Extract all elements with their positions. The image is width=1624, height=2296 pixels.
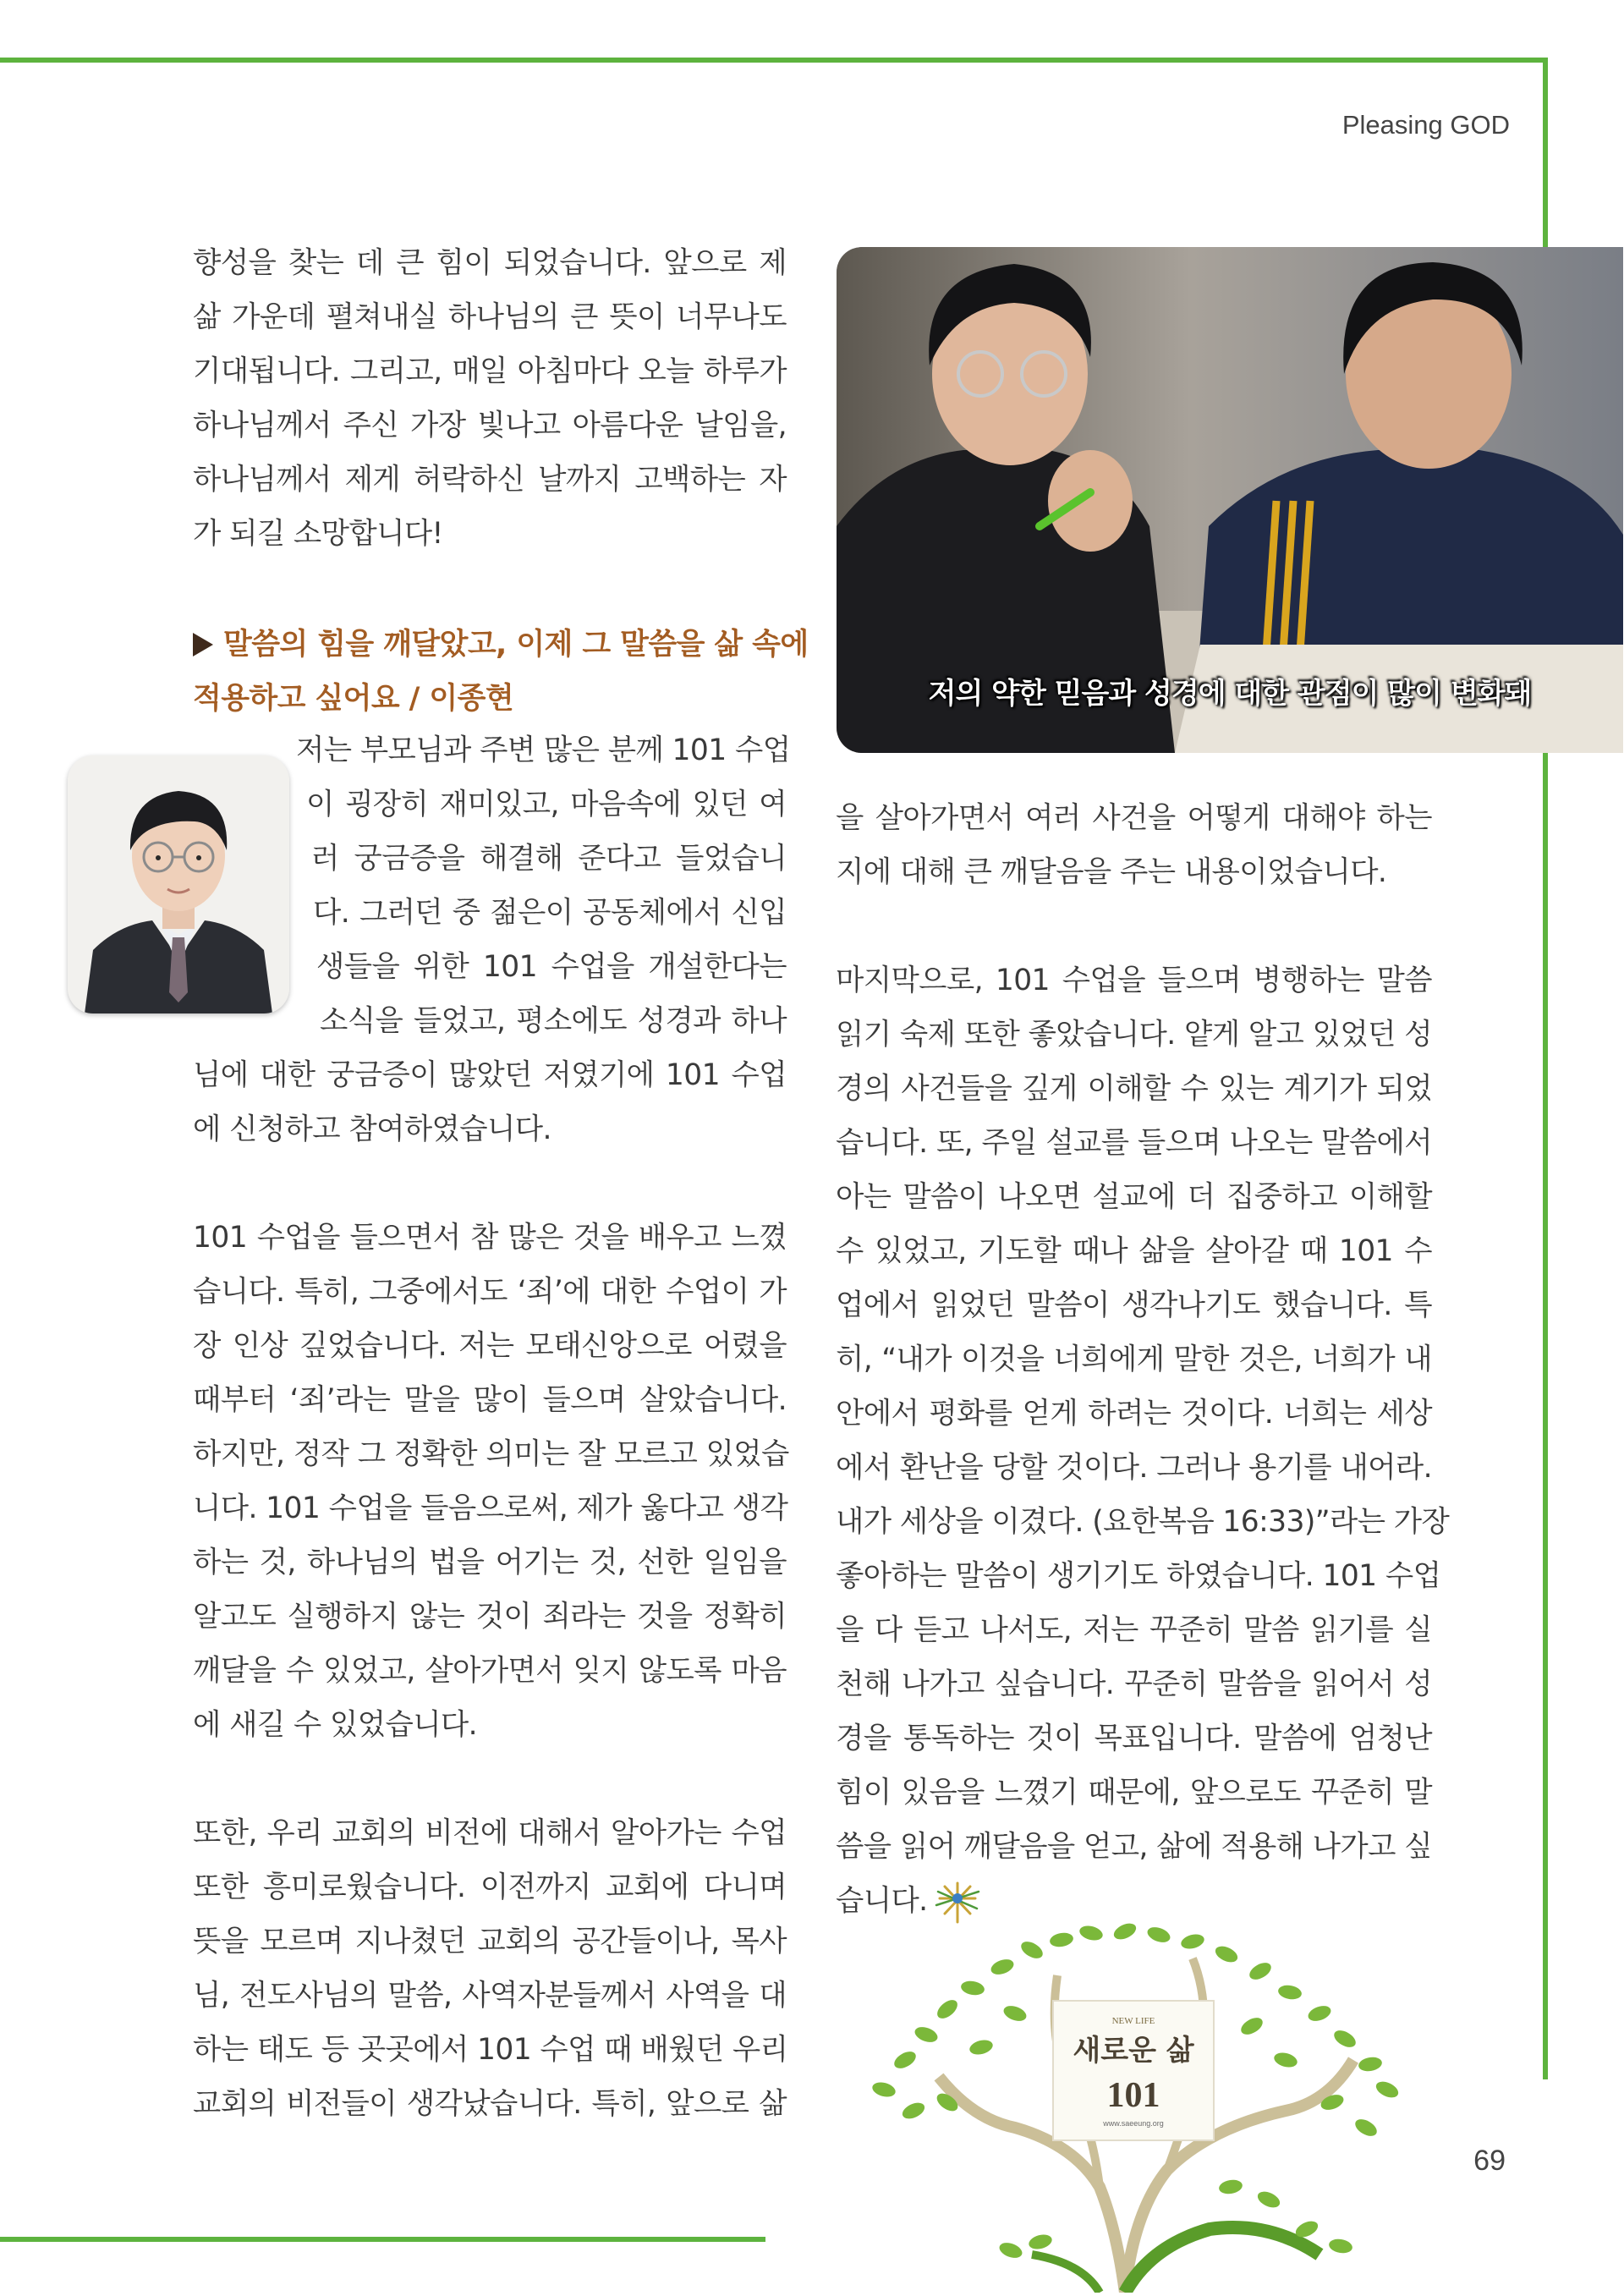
text-line: 러 궁금증을 해결해 준다고 들었습니 — [311, 842, 787, 876]
text-line: 좋아하는 말씀이 생기기도 하였습니다. 101 수업 — [836, 1559, 1441, 1593]
text-line: 장 인상 깊었습니다. 저는 모태신앙으로 어렸을 — [193, 1329, 787, 1363]
text-line: 소식을 들었고, 평소에도 성경과 하나 — [320, 1004, 787, 1038]
emblem-number: 101 — [1106, 2076, 1160, 2115]
text-line: 하는 것, 하나님의 법을 어기는 것, 선한 일임을 — [193, 1546, 787, 1579]
triangle-bullet-icon — [193, 633, 213, 656]
emblem-small-label: NEW LIFE — [1111, 2016, 1155, 2026]
text-line: 하나님께서 주신 가장 빛나고 아름다운 날임을, — [193, 409, 787, 442]
text-line: 천해 나가고 싶습니다. 꾸준히 말씀을 읽어서 성 — [836, 1667, 1432, 1701]
text-line: 힘이 있음을 느꼈기 때문에, 앞으로도 꾸준히 말 — [836, 1776, 1432, 1810]
left-intro — [193, 236, 787, 561]
text-line: 이 굉장히 재미있고, 마음속에 있던 여 — [306, 788, 787, 821]
text-line: 뜻을 모르며 지나쳤던 교회의 공간들이나, 목사 — [193, 1925, 787, 1958]
text-line: 읽기 숙제 또한 좋았습니다. 얕게 알고 있었던 성 — [836, 1018, 1432, 1052]
text-line: 향성을 찾는 데 큰 힘이 되었습니다. 앞으로 제 — [193, 246, 787, 280]
text-line: 하지만, 정작 그 정확한 의미는 잘 모르고 있었습 — [193, 1437, 789, 1471]
text-line: 니다. 101 수업을 들음으로써, 제가 옳다고 생각 — [193, 1491, 788, 1525]
text-line: 경의 사건들을 깊게 이해할 수 있는 계기가 되었 — [836, 1072, 1432, 1106]
text-line: 때부터 ‘죄’라는 말을 많이 들으며 살았습니다. — [193, 1383, 787, 1417]
page-number: 69 — [1473, 2145, 1506, 2177]
text-line: 히, “내가 이것을 너희에게 말한 것은, 너희가 내 — [836, 1343, 1432, 1376]
text-line: 101 수업을 들으면서 참 많은 것을 배우고 느꼈 — [193, 1221, 787, 1255]
text-line: 마지막으로, 101 수업을 들으며 병행하는 말씀 — [836, 964, 1432, 997]
text-line: 을 다 듣고 나서도, 저는 꾸준히 말씀 읽기를 실 — [836, 1613, 1432, 1647]
tree-illustration — [846, 1908, 1438, 2293]
text-line: 님, 전도사님의 말씀, 사역자분들께서 사역을 대 — [193, 1979, 787, 2013]
text-line: 저는 부모님과 주변 많은 분께 101 수업 — [296, 733, 791, 767]
text-line: 안에서 평화를 얻게 하려는 것이다. 너희는 세상 — [836, 1397, 1432, 1431]
heading-line: 적용하고 싶어요 / 이종현 — [193, 682, 514, 716]
emblem-title: 새로운 삶 — [1073, 2034, 1194, 2068]
new-life-101-emblem — [846, 1908, 1438, 2293]
text-line: 교회의 비전들이 생각났습니다. 특히, 앞으로 삶 — [193, 2087, 787, 2121]
text-line: 하나님께서 제게 허락하신 날까지 고백하는 자 — [193, 463, 787, 497]
text-line: 다. 그러던 중 젊은이 공동체에서 신입 — [313, 896, 787, 930]
frame-bottom-line — [0, 2237, 765, 2242]
text-line: 가 되길 소망합니다! — [193, 517, 443, 551]
text-line: 수 있었고, 기도할 때나 삶을 살아갈 때 101 수 — [836, 1234, 1432, 1268]
frame-top-line — [0, 58, 1548, 63]
text-line: 아는 말씀이 나오면 설교에 더 집중하고 이해할 — [836, 1180, 1432, 1214]
text-line: 에 새길 수 있었습니다. — [193, 1708, 478, 1742]
text-line: 습니다. 특히, 그중에서도 ‘죄’에 대한 수업이 가 — [193, 1275, 787, 1309]
text-line: 삶 가운데 펼쳐내실 하나님의 큰 뜻이 너무나도 — [193, 300, 787, 334]
text-line: 님에 대한 궁금증이 많았던 저였기에 101 수업 — [193, 1058, 787, 1092]
text-line: 에서 환난을 당할 것이다. 그러나 용기를 내어라. — [836, 1451, 1432, 1485]
left-body — [193, 1048, 787, 2131]
portrait-illustration — [68, 755, 289, 1013]
text-line: 생들을 위한 101 수업을 개설한다는 — [316, 950, 787, 984]
running-head: Pleasing GOD — [1341, 110, 1510, 140]
text-line: 또한 흥미로웠습니다. 이전까지 교회에 다니며 — [193, 1870, 787, 1904]
photo-caption: 저의 약한 믿음과 성경에 대한 관점이 많이 변화돼 — [928, 677, 1532, 711]
text-line: 또한, 우리 교회의 비전에 대해서 알아가는 수업 — [193, 1816, 787, 1850]
text-line: 지에 대해 큰 깨달음을 주는 내용이었습니다. — [836, 855, 1387, 889]
text-line: 하는 태도 등 곳곳에서 101 수업 때 배웠던 우리 — [193, 2033, 788, 2067]
text-line: 기대됩니다. 그리고, 매일 아침마다 오늘 하루가 — [193, 354, 787, 388]
heading-line: 말씀의 힘을 깨달았고, 이제 그 말씀을 삶 속에 — [223, 628, 809, 662]
text-line: 내가 세상을 이겼다. (요한복음 16:33)”라는 가장 — [836, 1505, 1450, 1539]
text-line: 깨달을 수 있었고, 살아가면서 잊지 않도록 마음 — [193, 1654, 787, 1688]
students-photo — [837, 247, 1623, 753]
section-heading — [193, 618, 809, 726]
text-line: 알고도 실행하지 않는 것이 죄라는 것을 정확히 — [193, 1600, 787, 1634]
right-body — [836, 791, 1450, 1928]
text-line: 에 신청하고 참여하였습니다. — [193, 1112, 551, 1146]
text-line: 경을 통독하는 것이 목표입니다. 말씀에 엄청난 — [836, 1722, 1432, 1755]
text-line: 습니다. 또, 주일 설교를 들으며 나오는 말씀에서 — [836, 1126, 1432, 1160]
author-portrait — [68, 755, 289, 1013]
emblem-url: www.saeeung.org — [1103, 2119, 1164, 2128]
text-line: 씀을 읽어 깨달음을 얻고, 삶에 적용해 나가고 싶 — [836, 1830, 1432, 1864]
text-line: 습니다. — [836, 1884, 928, 1918]
text-line: 을 살아가면서 여러 사건을 어떻게 대해야 하는 — [836, 801, 1432, 835]
text-line: 업에서 읽었던 말씀이 생각나기도 했습니다. 특 — [836, 1288, 1432, 1322]
